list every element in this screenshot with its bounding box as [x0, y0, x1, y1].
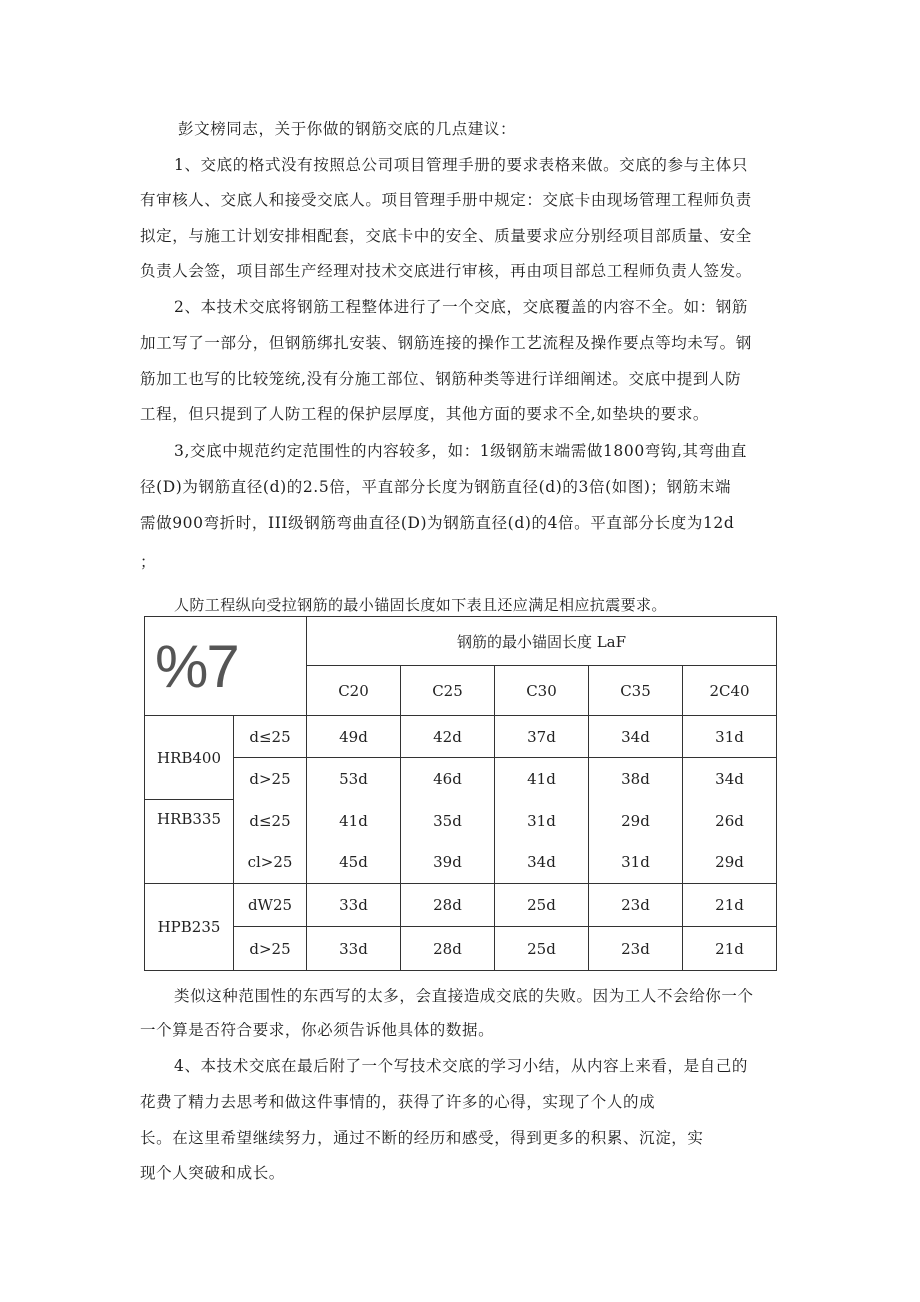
table-cell: 21d	[683, 884, 777, 927]
table-cell: 34d	[589, 716, 683, 758]
paragraph-2-line-2: 加工写了一部分，但钢筋绑扎安装、钢筋连接的操作工艺流程及操作要点等均未写。钢	[140, 334, 752, 352]
table-cell: 23d	[589, 927, 683, 971]
paragraph-3-line-3: 需做900弯折时，III级钢筋弯曲直径(D)为钢筋直径(d)的4倍。平直部分长度为12d	[140, 514, 735, 532]
anchorage-length-table	[144, 616, 777, 971]
paragraph-5-line-1: 4、本技术交底在最后附了一个写技术交底的学习小结，从内容上来看，是自己的	[174, 1057, 748, 1075]
condition-cell: d≤25	[234, 716, 307, 758]
column-header-c25: C25	[401, 666, 495, 716]
condition-cell: d>25	[234, 927, 307, 971]
paragraph-5-line-3: 长。在这里希望继续努力，通过不断的经历和感受，得到更多的积累、沉淀，实	[140, 1129, 704, 1147]
table-cell: 37d	[495, 716, 589, 758]
column-header-c35: C35	[589, 666, 683, 716]
table-caption: 人防工程纵向受拉钢筋的最小锚固长度如下表且还应满足相应抗震要求。	[174, 596, 667, 614]
condition-cell: d≤25	[234, 800, 307, 842]
table-cell: 25d	[495, 927, 589, 971]
table-cell: 34d	[495, 842, 589, 884]
table-cell: 31d	[683, 716, 777, 758]
paragraph-3-line-2: 径(D)为钢筋直径(d)的2.5倍，平直部分长度为钢筋直径(d)的3倍(如图)；钢筋末端	[140, 478, 732, 496]
paragraph-5-line-4: 现个人突破和成长。	[140, 1164, 285, 1182]
table-cell: 31d	[589, 842, 683, 884]
table-cell: 21d	[683, 927, 777, 971]
grade-label-hrb400: HRB400	[145, 716, 234, 800]
paragraph-4-line-1: 类似这种范围性的东西写的太多，会直接造成交底的失败。因为工人不会给你一个	[174, 987, 754, 1005]
paragraph-3-line-4: ；	[140, 553, 157, 571]
table-cell: 42d	[401, 716, 495, 758]
paragraph-1-line-3: 拟定，与施工计划安排相配套，交底卡中的安全、质量要求应分别经项目部质量、安全	[140, 227, 752, 245]
table-cell: 28d	[401, 884, 495, 927]
table-cell: 49d	[307, 716, 401, 758]
table-cell: 26d	[683, 800, 777, 842]
paragraph-1-line-1: 1、交底的格式没有按照总公司项目管理手册的要求表格来做。交底的参与主体只	[174, 156, 748, 174]
condition-cell: cl>25	[234, 842, 307, 884]
table-cell: 41d	[307, 800, 401, 842]
paragraph-1-line-2: 有审核人、交底人和接受交底人。项目管理手册中规定：交底卡由现场管理工程师负责	[140, 191, 752, 209]
paragraph-4-line-2: 一个算是否符合要求，你必须告诉他具体的数据。	[140, 1021, 495, 1039]
table-corner-mark: %7	[145, 617, 307, 716]
table-cell: 39d	[401, 842, 495, 884]
table-cell: 53d	[307, 758, 401, 800]
paragraph-2-line-3: 筋加工也写的比较笼统,没有分施工部位、钢筋种类等进行详细阐述。交底中提到人防	[140, 370, 742, 388]
table-cell: 38d	[589, 758, 683, 800]
greeting-line: 彭文榜同志，关于你做的钢筋交底的几点建议：	[178, 120, 517, 138]
paragraph-5-line-2: 花费了精力去思考和做这件事情的，获得了许多的心得，实现了个人的成	[140, 1093, 656, 1111]
paragraph-2-line-1: 2、本技术交底将钢筋工程整体进行了一个交底，交底覆盖的内容不全。如：钢筋	[174, 298, 748, 316]
table-cell: 46d	[401, 758, 495, 800]
condition-cell: d>25	[234, 758, 307, 800]
table-cell: 41d	[495, 758, 589, 800]
table-cell: 29d	[683, 842, 777, 884]
column-header-c20: C20	[307, 666, 401, 716]
table-header: 钢筋的最小锚固长度 LaF	[307, 617, 777, 666]
column-header-c40: 2C40	[683, 666, 777, 716]
table-cell: 33d	[307, 884, 401, 927]
paragraph-1-line-4: 负责人会签，项目部生产经理对技术交底进行审核，再由项目部总工程师负责人签发。	[140, 262, 752, 280]
grade-label-hrb335: HRB335	[145, 800, 234, 884]
table-cell: 23d	[589, 884, 683, 927]
table-cell: 35d	[401, 800, 495, 842]
table-cell: 31d	[495, 800, 589, 842]
table-cell: 29d	[589, 800, 683, 842]
paragraph-3-line-1: 3,交底中规范约定范围性的内容较多，如：1级钢筋末端需做1800弯钩,其弯曲直	[174, 442, 747, 460]
paragraph-2-line-4: 工程，但只提到了人防工程的保护层厚度，其他方面的要求不全,如垫块的要求。	[140, 405, 710, 423]
table-cell: 25d	[495, 884, 589, 927]
grade-label-hpb235: HPB235	[145, 884, 234, 971]
table-cell: 33d	[307, 927, 401, 971]
column-header-c30: C30	[495, 666, 589, 716]
table-cell: 45d	[307, 842, 401, 884]
condition-cell: dW25	[234, 884, 307, 927]
table-cell: 34d	[683, 758, 777, 800]
table-cell: 28d	[401, 927, 495, 971]
